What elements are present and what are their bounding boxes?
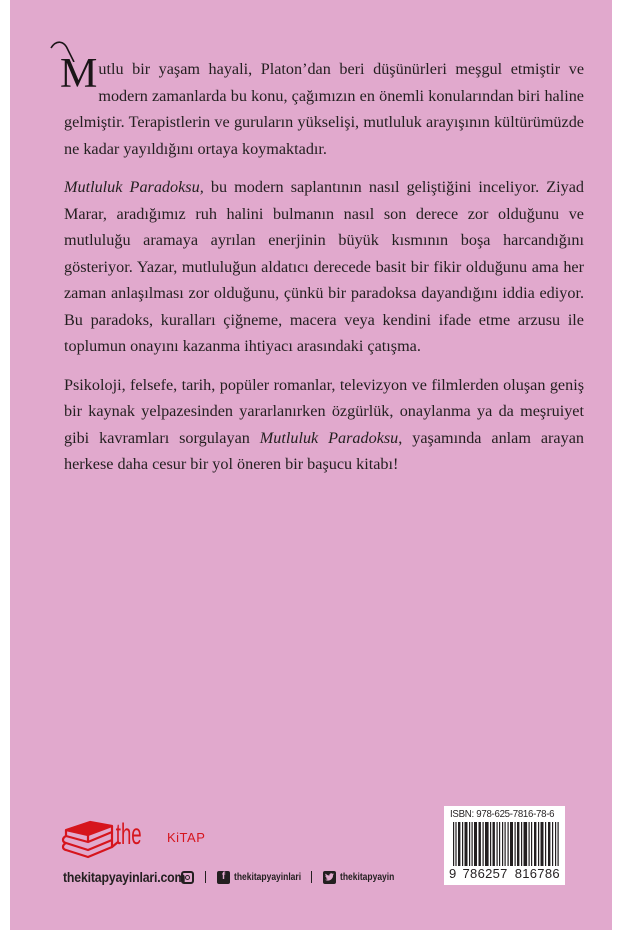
barcode-digits-right: 816786 [514,866,560,881]
book-title-italic: Mutluluk Paradoksu, [64,178,204,196]
dropcap-swash-ornament [50,40,80,62]
twitter-handle[interactable]: thekitapyayin [340,871,395,883]
book-title-italic: Mutluluk Paradoksu [259,428,399,447]
isbn-barcode [444,806,565,885]
paragraph-1-text: utlu bir yaşam hayali, Platon’dan beri düşünürleri meşgul etmiştir ve modern zamanlarda bu konu, çağımızın en önemli konularından biri haline gelmiştir. Terapistlerin ve guruların yükselişi, mutluluk arayışının kültürümüzde ne kadar yayıldığını ortaya koymaktadır. [64,60,584,158]
logo-the-text: the [115,817,142,852]
barcode-digits-left: 786257 [462,866,508,881]
facebook-icon[interactable]: f [217,871,230,884]
blurb-paragraph-3 [64,372,584,478]
divider [205,871,206,883]
blurb-text [60,51,584,490]
blurb-paragraph-1 [60,51,584,162]
barcode-digit-prefix: 9 [449,866,457,881]
publisher-footer [63,867,400,887]
twitter-icon[interactable] [323,871,336,884]
paragraph-3-text-start: Psikoloji, felsefe, tarih, popüler romanlar, televizyon ve filmlerden oluşan geniş bir kaynak yelpazesinden yararlanırken özgürlük, onaylanma ya da meşruiyet gibi kavramları sorgulayan [64,375,584,447]
isbn-label: ISBN: 978-625-7816-78-6 [450,808,555,820]
publisher-logo [60,810,206,860]
paragraph-3-text-end: , yaşamında anlam arayan herkese daha cesur bir yol öneren bir başucu kitabı! [64,428,584,473]
paragraph-2-text: bu modern saplantının nasıl geliştiğini inceliyor. Ziyad Marar, aradığımız ruh halini bulmanın nasıl son derece zor olduğunu ve mutluluğu aramaya ayrılan enerjinin büyük kısmının boşa harcandığını gösteriyor. Yazar, mutluluğun aldatıcı derecede basit bir fikir olduğunu ama her zaman anlaşılması zor olduğunu, çünkü bir paradoksa dayandığını iddia ediyor. Bu paradoks, kuralları çiğneme, macera veya kendini ifade etme arzusu ile toplumun onayını kazanma ihtiyacı arasındaki çatışma. [64,178,584,355]
barcode-digits [448,866,561,881]
blurb-paragraph-2 [64,174,584,360]
website-link[interactable]: thekitapyayinlari.com [63,869,186,885]
instagram-icon[interactable] [181,871,194,884]
facebook-handle[interactable]: thekitapyayinlari [234,871,302,883]
divider [311,871,312,883]
logo-kitap-text: KiTAP [167,830,206,845]
dropcap-letter: M [60,58,97,86]
